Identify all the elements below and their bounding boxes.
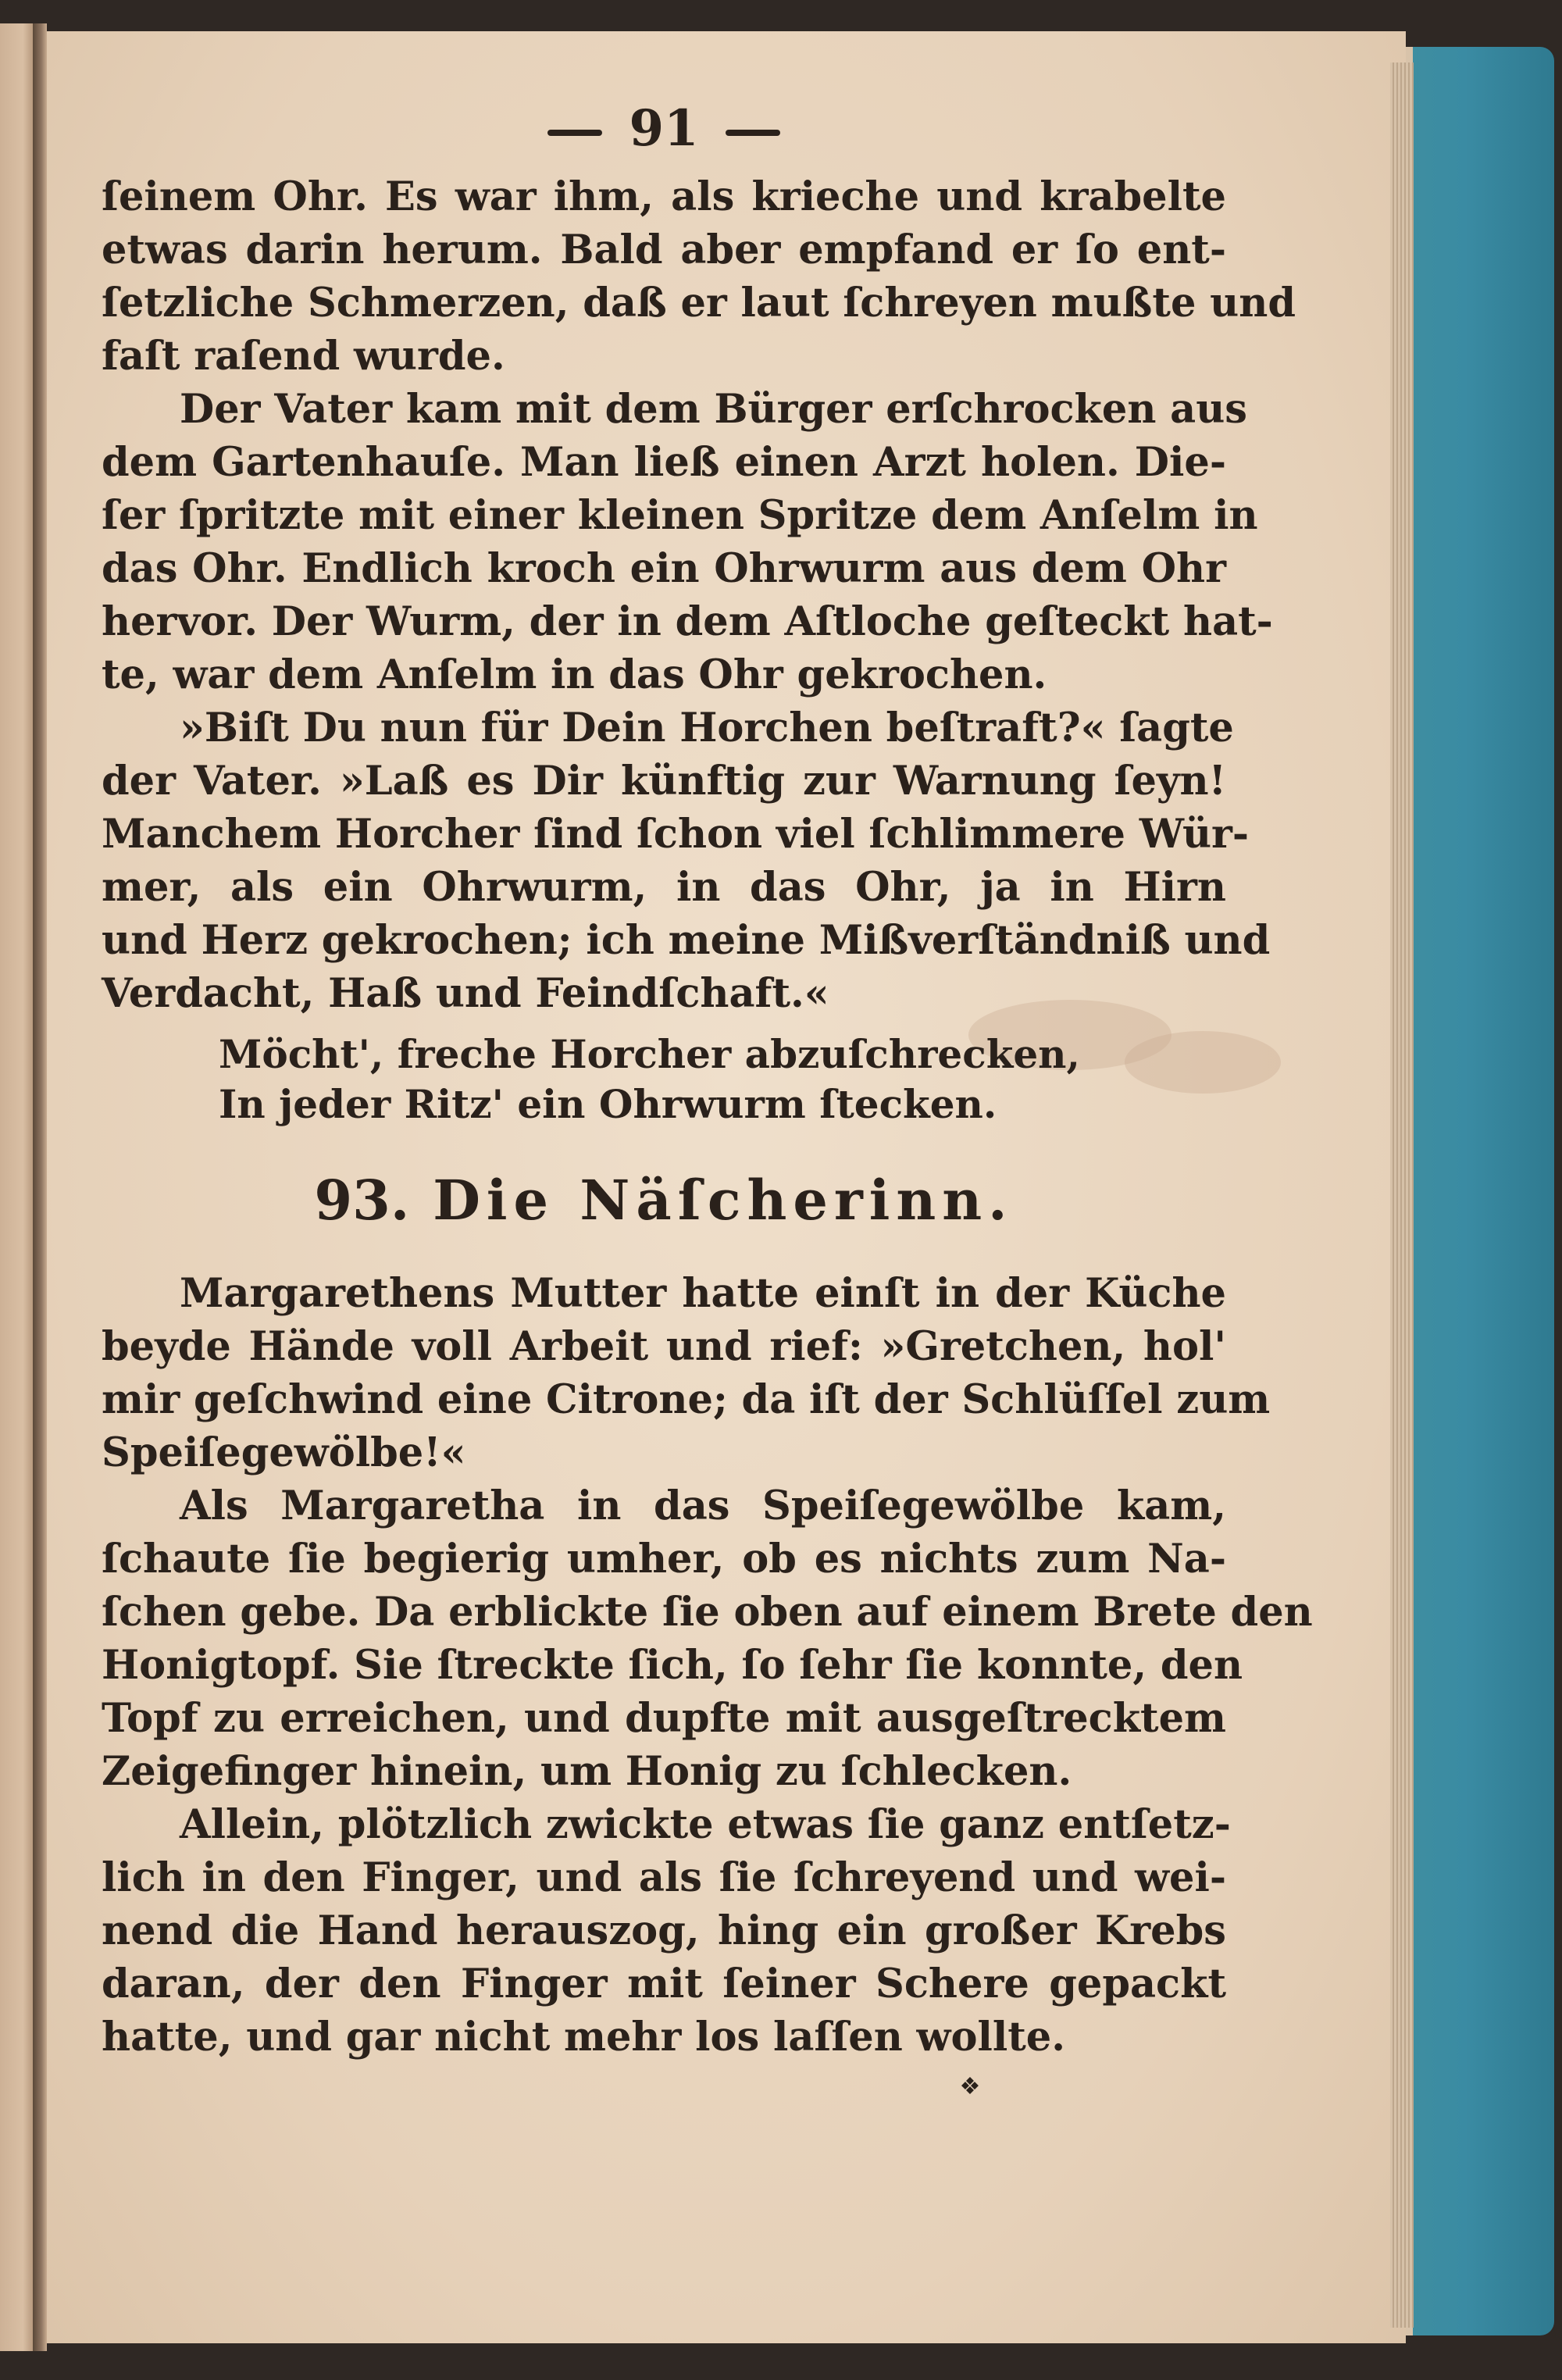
paragraph <box>102 1798 1231 2064</box>
page-text <box>102 94 1313 2064</box>
header-dash-left <box>547 130 602 136</box>
text-line: ſchen gebe. Da erblickte ſie oben auf einem Brete den <box>102 1589 1313 1636</box>
paragraph <box>102 1479 1313 1798</box>
text-line: beyde Hände voll Arbeit und rief: »Gretchen, hol' <box>102 1323 1226 1370</box>
text-line: faſt raſend wurde. <box>102 333 505 380</box>
end-ornament-icon: ❖ <box>959 2073 981 2100</box>
text-line: Verdacht, Haß und Feindſchaft.« <box>102 970 829 1017</box>
verse-line: In jeder Ritz' ein Ohrwurm ſtecken. <box>219 1081 997 1127</box>
text-line: Honigtopf. Sie ſtreckte ſich, ſo ſehr ſie konnte, den <box>102 1642 1243 1689</box>
text-line: Speiſegewölbe!« <box>102 1429 466 1476</box>
text-line: Zeigefinger hinein, um Honig zu ſchlecken. <box>102 1748 1072 1795</box>
chapter-heading: Die Näſcherinn. <box>433 1168 1014 1233</box>
text-line: und Herz gekrochen; ich meine Mißverſtändniß und <box>102 917 1271 964</box>
paragraph <box>102 170 1296 383</box>
page-header <box>102 94 1226 164</box>
text-line: Allein, plötzlich zwickte etwas ſie ganz entſetz- <box>180 1801 1231 1848</box>
text-line: Der Vater kam mit dem Bürger erſchrocken aus <box>180 386 1248 433</box>
text-line: Topf zu erreichen, und dupfte mit ausgeſtrecktem <box>102 1695 1226 1742</box>
book-cover <box>1406 47 1554 2335</box>
text-line: Manchem Horcher ſind ſchon viel ſchlimmere Wür- <box>102 811 1250 858</box>
text-line: Als Margaretha in das Speiſegewölbe kam, <box>180 1483 1226 1529</box>
text-line: mer, als ein Ohrwurm, in das Ohr, ja in Hirn <box>102 864 1226 911</box>
text-line: te, war dem Anſelm in das Ohr gekrochen. <box>102 651 1047 698</box>
text-line: ſchaute ſie begierig umher, ob es nichts zum Na- <box>102 1536 1226 1583</box>
text-line: hatte, und gar nicht mehr los laſſen wollte. <box>102 2014 1065 2061</box>
paragraph <box>102 383 1273 701</box>
text-line: etwas darin herum. Bald aber empfand er ſo ent- <box>102 227 1226 273</box>
text-line: lich in den Finger, und als ſie ſchreyend und wei- <box>102 1854 1226 1901</box>
verse <box>102 1029 1226 1129</box>
text-line: ſer ſpritzte mit einer kleinen Spritze dem Anſelm in <box>102 492 1258 539</box>
book-gutter <box>33 23 47 2351</box>
left-page-edge <box>0 23 33 2351</box>
text-line: hervor. Der Wurm, der in dem Aſtloche geſteckt hat- <box>102 598 1273 645</box>
page-edges <box>1390 62 1414 2328</box>
paragraph <box>102 1267 1271 1479</box>
chapter-number: 93. <box>314 1168 410 1233</box>
page-number: 91 <box>629 99 699 158</box>
text-line: ſeinem Ohr. Es war ihm, als krieche und krabelte <box>102 173 1226 220</box>
verse-line: Möcht', freche Horcher abzuſchrecken, <box>219 1031 1080 1077</box>
text-line: das Ohr. Endlich kroch ein Ohrwurm aus dem Ohr <box>102 545 1226 592</box>
text-line: mir geſchwind eine Citrone; da iſt der Schlüſſel zum <box>102 1376 1271 1423</box>
chapter-title <box>102 1158 1226 1244</box>
text-line: daran, der den Finger mit ſeiner Schere gepackt <box>102 1961 1226 2007</box>
text-line: der Vater. »Laß es Dir künftig zur Warnung ſeyn! <box>102 758 1226 805</box>
paragraph <box>102 701 1271 1020</box>
text-line: Margarethens Mutter hatte einſt in der Küche <box>180 1270 1226 1317</box>
text-line: dem Gartenhauſe. Man ließ einen Arzt holen. Die- <box>102 439 1226 486</box>
text-line: »Biſt Du nun für Dein Horchen beſtraft?« ſagte <box>180 705 1234 751</box>
text-line: ſetzliche Schmerzen, daß er laut ſchreyen mußte und <box>102 280 1296 326</box>
text-line: nend die Hand herauszog, hing ein großer Krebs <box>102 1907 1226 1954</box>
header-dash-right <box>726 130 780 136</box>
